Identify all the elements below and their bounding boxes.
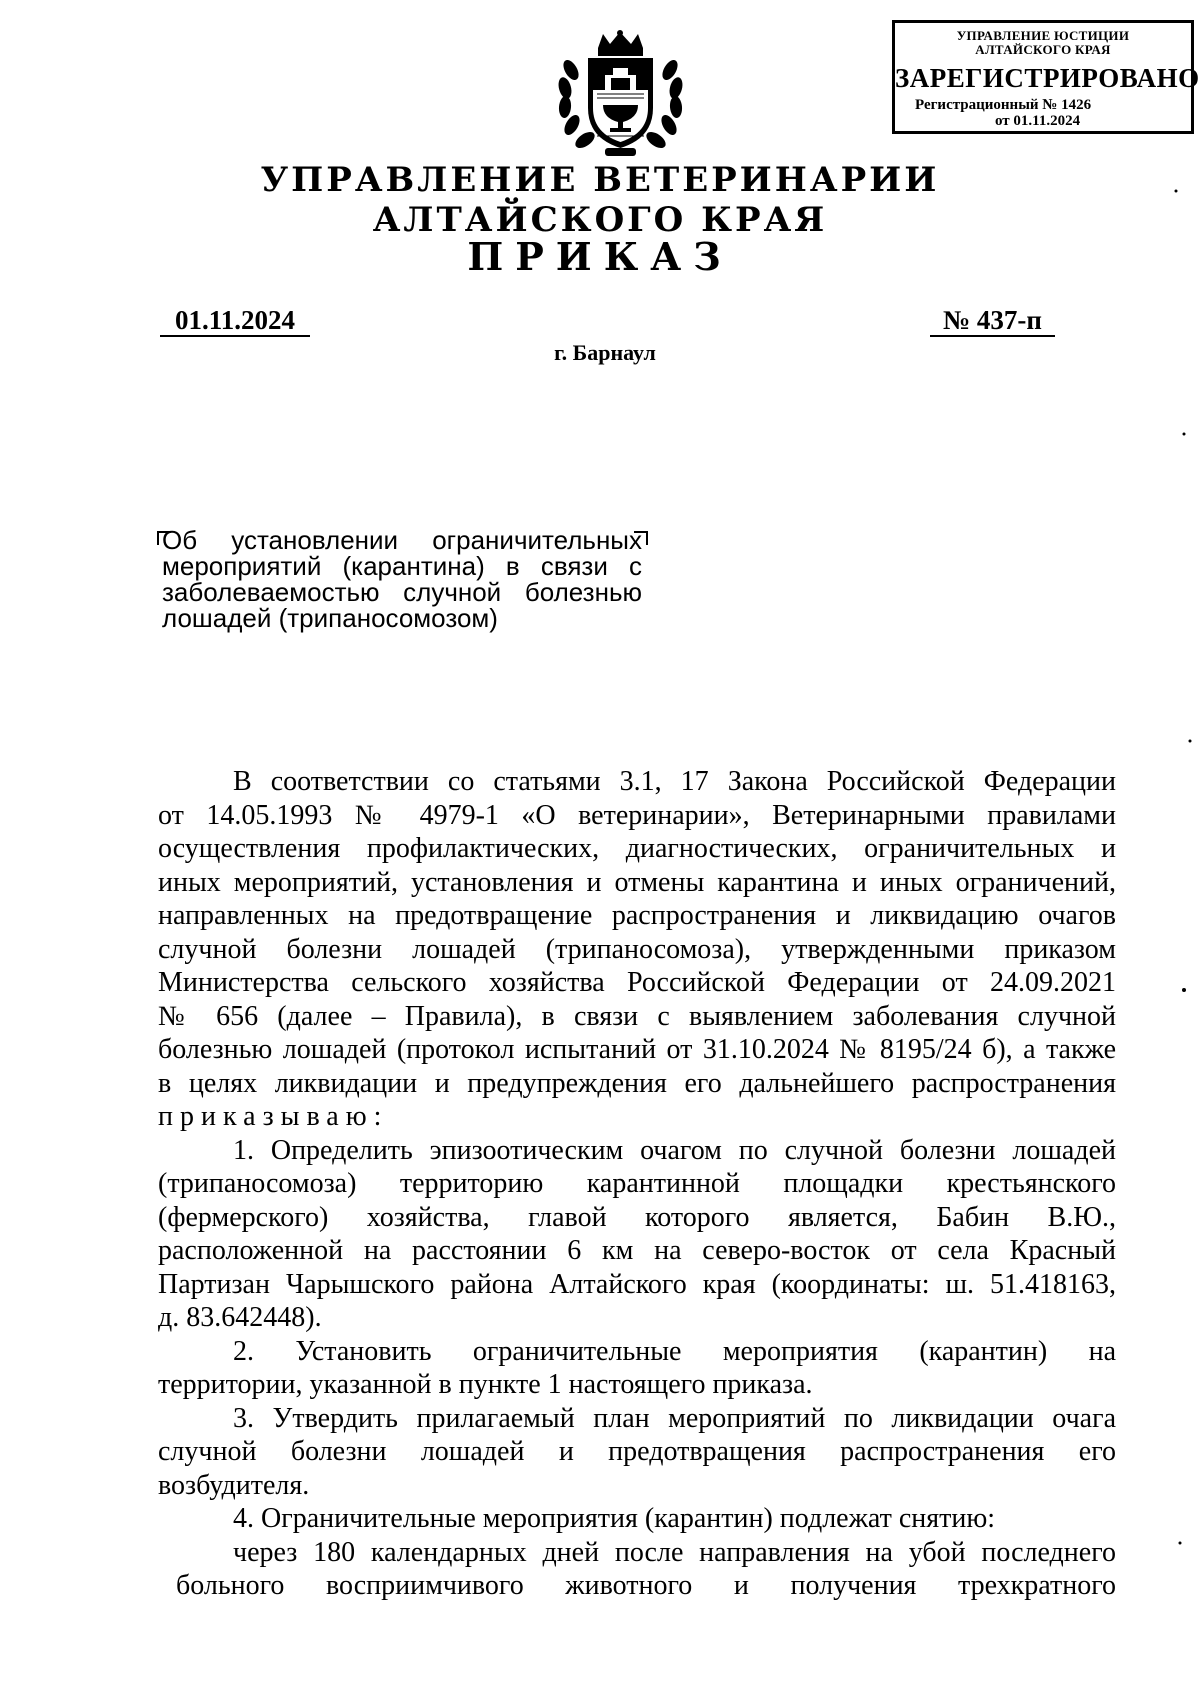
- body-line-item-2: 2. Установить ограничительные мероприятия (карантин) на: [233, 1335, 1116, 1367]
- subject-line: лошадей (трипаносомозом): [162, 603, 498, 633]
- body-line-item-1: 1. Определить эпизоотическим очагом по случной болезни лошадей: [233, 1134, 1116, 1166]
- registration-stamp: [892, 20, 1200, 134]
- body-line: территории, указанной в пункте 1 настоящего приказа.: [158, 1369, 813, 1400]
- document-body: [158, 765, 1116, 1603]
- body-line: осуществления профилактических, диагностических, ограничительных и: [158, 833, 1116, 864]
- body-line: В соответствии со статьями 3.1, 17 Закона Российской Федерации: [233, 766, 1116, 797]
- body-line: расположенной на расстоянии 6 км на северо-восток от села Красный: [158, 1235, 1116, 1266]
- document-number: № 437-п: [930, 305, 1055, 337]
- body-line: больного восприимчивого животного и получения трехкратного: [176, 1570, 1116, 1601]
- stamp-status: ЗАРЕГИСТРИРОВАНО: [895, 63, 1200, 93]
- stamp-organization: [895, 29, 1191, 57]
- body-line: направленных на предотвращение распространения и ликвидацию очагов: [158, 900, 1116, 931]
- body-line: от 14.05.1993 № 4979-1 «О ветеринарии», Ветеринарными правилами: [158, 799, 1116, 831]
- document-city: г. Барнаул: [554, 340, 656, 365]
- body-line: (трипаносомоза) территорию карантинной площадки крестьянского: [158, 1168, 1116, 1199]
- body-line: Министерства сельского хозяйства Российской Федерации от 24.09.2021: [158, 967, 1116, 998]
- document-subject: [162, 527, 642, 631]
- document-date: 01.11.2024: [160, 305, 310, 337]
- body-line: случной болезни лошадей (трипаносомоза), утвержденными приказом: [158, 933, 1116, 965]
- document-type: ПРИКАЗ: [467, 234, 733, 279]
- stamp-reg-number: Регистрационный № 1426: [915, 97, 1092, 113]
- body-line: д. 83.642448).: [158, 1302, 322, 1333]
- coat-of-arms-icon: [553, 30, 688, 160]
- body-line: (фермерского) хозяйства, главой которого является, Бабин В.Ю.,: [158, 1201, 1116, 1233]
- subject-line: мероприятий (карантина) в связи с: [162, 551, 642, 581]
- body-line: возбудителя.: [158, 1469, 310, 1501]
- body-line: болезнью лошадей (протокол испытаний от 31.10.2024 № 8195/24 б), а также: [158, 1034, 1116, 1065]
- stamp-org-line-1: УПРАВЛЕНИЕ ЮСТИЦИИ: [956, 28, 1130, 43]
- subject-line: заболеваемостью случной болезнью: [162, 577, 642, 607]
- body-line-item-4: 4. Ограничительные мероприятия (карантин) подлежат снятию:: [233, 1503, 996, 1534]
- stamp-reg-date: от 01.11.2024: [995, 113, 1081, 129]
- body-line: в целях ликвидации и предупреждения его дальнейшего распространения: [158, 1067, 1116, 1099]
- body-line: Партизан Чарышского района Алтайского края (координаты: ш. 51.418163,: [158, 1268, 1116, 1300]
- organization-title: УПРАВЛЕНИЕ ВЕТЕРИНАРИИ АЛТАЙСКОГО КРАЯ: [260, 160, 940, 240]
- body-line-item-3: 3. Утвердить прилагаемый план мероприятий по ликвидации очага: [233, 1402, 1116, 1434]
- subject-line: Об установлении ограничительных: [162, 525, 642, 555]
- body-line: случной болезни лошадей и предотвращения распространения его: [158, 1436, 1116, 1467]
- body-line: иных мероприятий, установления и отмены карантина и иных ограничений,: [158, 866, 1116, 898]
- stamp-org-line-2: АЛТАЙСКОГО КРАЯ: [975, 42, 1111, 57]
- body-line-order-word: приказываю:: [158, 1101, 389, 1132]
- body-line: через 180 календарных дней после направления на убой последнего: [233, 1536, 1116, 1568]
- body-line: № 656 (далее – Правила), в связи с выявлением заболевания случной: [158, 1000, 1116, 1032]
